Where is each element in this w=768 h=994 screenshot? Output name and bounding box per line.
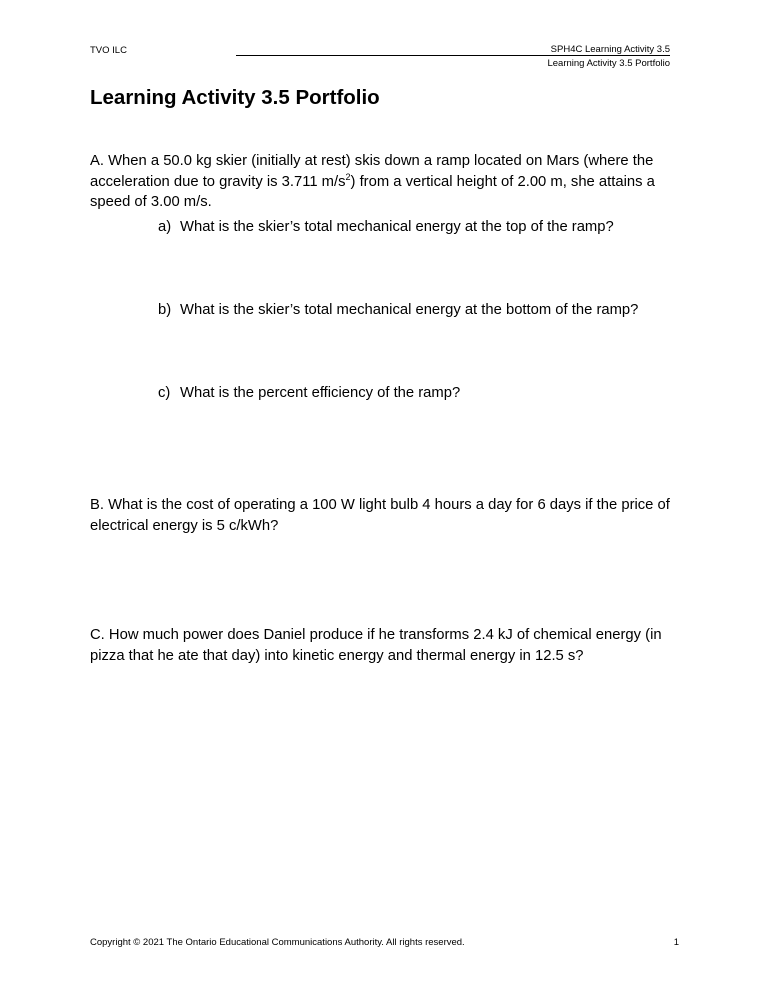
sub-text: What is the skier’s total mechanical energy at the bottom of the ramp? [180, 302, 639, 318]
header-org: TVO ILC [90, 45, 127, 56]
question-a-sub-a [158, 217, 614, 238]
page-title: Learning Activity 3.5 Portfolio [90, 86, 380, 109]
question-b: B. What is the cost of operating a 100 W light bulb 4 hours a day for 6 days if the price of electrical energy is 5 c/kWh? [90, 497, 670, 534]
question-a [90, 151, 690, 213]
header-subtitle: Learning Activity 3.5 Portfolio [547, 58, 670, 69]
question-a-superscript: 2 [345, 171, 351, 182]
sub-text: What is the percent efficiency of the ramp? [180, 385, 461, 401]
sub-label: b) [158, 302, 172, 318]
question-a-text-2: ) from a vertical height of 2.00 m, she attains a speed of 3.00 m/s. [90, 173, 655, 210]
header-course: SPH4C Learning Activity 3.5 [550, 44, 670, 55]
header-rule [236, 55, 670, 56]
question-a-sub-c [158, 383, 460, 404]
question-c: C. How much power does Daniel produce if he transforms 2.4 kJ of chemical energy (in pizza that he ate that day) into kinetic energy and thermal energy in 12.5 s? [90, 627, 662, 664]
sub-label: c) [158, 385, 171, 401]
sub-label: a) [158, 219, 172, 235]
header-course-info [547, 43, 670, 71]
question-a-sub-b [158, 300, 638, 321]
page-number: 1 [673, 937, 679, 948]
footer-copyright: Copyright © 2021 The Ontario Educational Communications Authority. All rights reserved. [90, 937, 465, 948]
sub-text: What is the skier’s total mechanical energy at the top of the ramp? [180, 219, 614, 235]
question-a-text-1: A. When a 50.0 kg skier (initially at rest) skis down a ramp located on Mars (where the acceleration due to gravity is 3.711 m/s [90, 153, 654, 190]
